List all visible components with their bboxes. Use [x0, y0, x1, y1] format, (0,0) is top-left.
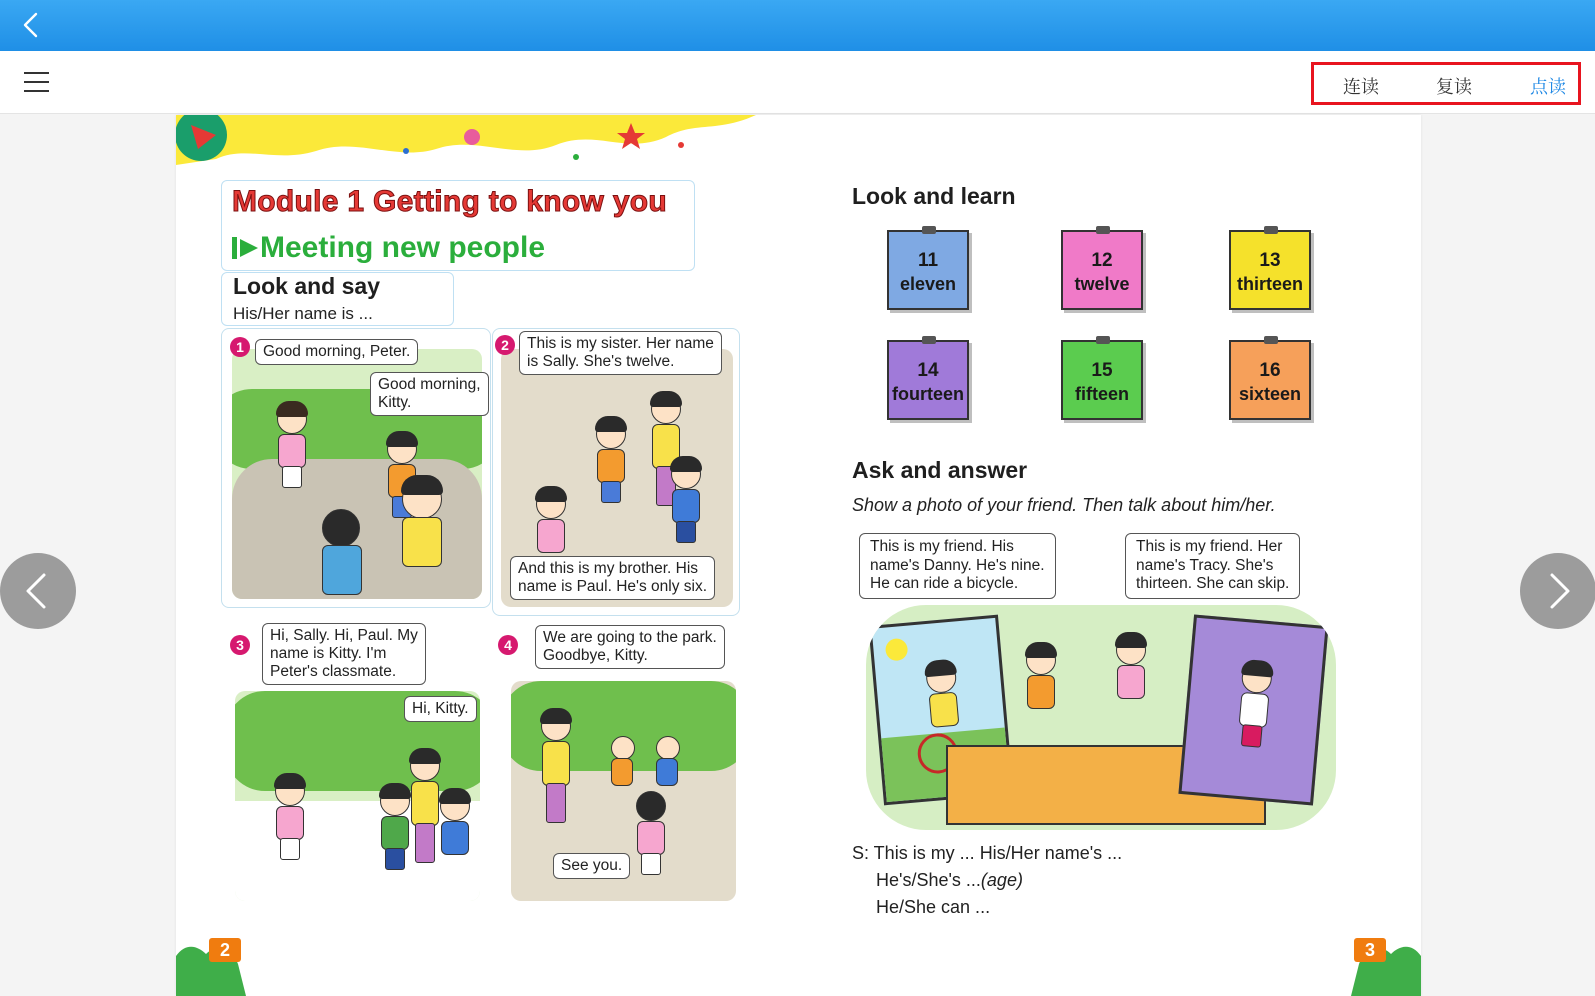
speech-bubble-danny[interactable]: This is my friend. His name's Danny. He's nine. He can ride a bicycle.	[859, 533, 1056, 599]
pattern-line-2[interactable]	[876, 870, 1023, 891]
number-card-11[interactable]: 11 eleven	[887, 230, 969, 310]
chevron-right-icon	[1520, 553, 1595, 629]
speech-bubble[interactable]: See you.	[553, 853, 630, 879]
top-app-bar	[0, 0, 1595, 51]
pattern-line-3[interactable]: He/She can ...	[876, 897, 991, 917]
pattern-age-hint: (age)	[980, 870, 1023, 890]
panel-number: 1	[230, 337, 250, 357]
reading-mode-group	[1311, 62, 1581, 105]
speech-bubble[interactable]: Hi, Kitty.	[404, 696, 477, 722]
book-viewer	[0, 115, 1595, 996]
panel-number: 3	[230, 635, 250, 655]
look-and-say-box	[221, 272, 454, 326]
reader-toolbar	[0, 51, 1595, 114]
instruction-text[interactable]: Show a photo of your friend. Then talk about him/her.	[852, 495, 1276, 515]
number-card-16[interactable]: 16 sixteen	[1229, 340, 1311, 420]
next-page-button[interactable]	[1520, 553, 1595, 629]
pattern-line-1[interactable]: S: This is my ... His/Her name's ...	[852, 843, 1123, 863]
number-card-14[interactable]: 14 fourteen	[887, 340, 969, 420]
hamburger-menu-icon[interactable]	[22, 69, 52, 95]
speech-bubble[interactable]: This is my sister. Her name is Sally. She's twelve.	[519, 331, 722, 375]
ask-answer-illustration[interactable]	[866, 605, 1336, 830]
comic-panel-2[interactable]	[492, 328, 740, 616]
panel-number: 4	[498, 635, 518, 655]
section-title[interactable]: Look and say	[233, 273, 380, 299]
module-title-box	[221, 180, 695, 271]
page-number-left: 2	[209, 938, 241, 962]
speech-bubble[interactable]: Good morning, Kitty.	[370, 372, 489, 416]
number-card-13[interactable]: 13 thirteen	[1229, 230, 1311, 310]
comic-panel-4[interactable]	[492, 620, 740, 905]
mode-point-read[interactable]: 点读	[1530, 77, 1566, 97]
comic-panel-3[interactable]	[221, 620, 491, 905]
number-card-12[interactable]: 12 twelve	[1061, 230, 1143, 310]
module-title[interactable]: Module 1 Getting to know you	[232, 185, 668, 218]
look-and-learn-heading[interactable]: Look and learn	[852, 183, 1016, 209]
mode-continuous-read[interactable]: 连读	[1343, 77, 1379, 97]
speech-bubble[interactable]: Hi, Sally. Hi, Paul. My name is Kitty. I'm Peter's classmate.	[262, 623, 426, 685]
prev-page-button[interactable]	[0, 553, 76, 629]
speech-bubble[interactable]: Good morning, Peter.	[255, 339, 418, 365]
section-subtitle[interactable]: His/Her name is ...	[233, 304, 373, 323]
chevron-left-icon	[0, 553, 76, 629]
pattern-line-2-text: He's/She's ...	[876, 870, 981, 890]
panel-number: 2	[495, 335, 515, 355]
unit-title[interactable]: Meeting new people	[260, 231, 546, 264]
page-number-right: 3	[1354, 938, 1386, 962]
speech-bubble[interactable]: And this is my brother. His name is Paul. He's only six.	[510, 556, 715, 600]
book-spread	[176, 115, 1421, 996]
photo-tracy	[1178, 614, 1328, 805]
back-chevron-icon[interactable]	[14, 8, 48, 42]
speech-bubble[interactable]: We are going to the park. Goodbye, Kitty.	[535, 625, 725, 669]
play-marker-icon	[230, 233, 260, 263]
banner-decoration	[176, 115, 756, 175]
ask-and-answer-heading[interactable]: Ask and answer	[852, 457, 1028, 483]
mode-repeat-read[interactable]: 复读	[1436, 77, 1472, 97]
speech-bubble-tracy[interactable]: This is my friend. Her name's Tracy. She's thirteen. She can skip.	[1125, 533, 1300, 599]
comic-panel-1[interactable]	[221, 328, 491, 608]
number-card-15[interactable]: 15 fifteen	[1061, 340, 1143, 420]
